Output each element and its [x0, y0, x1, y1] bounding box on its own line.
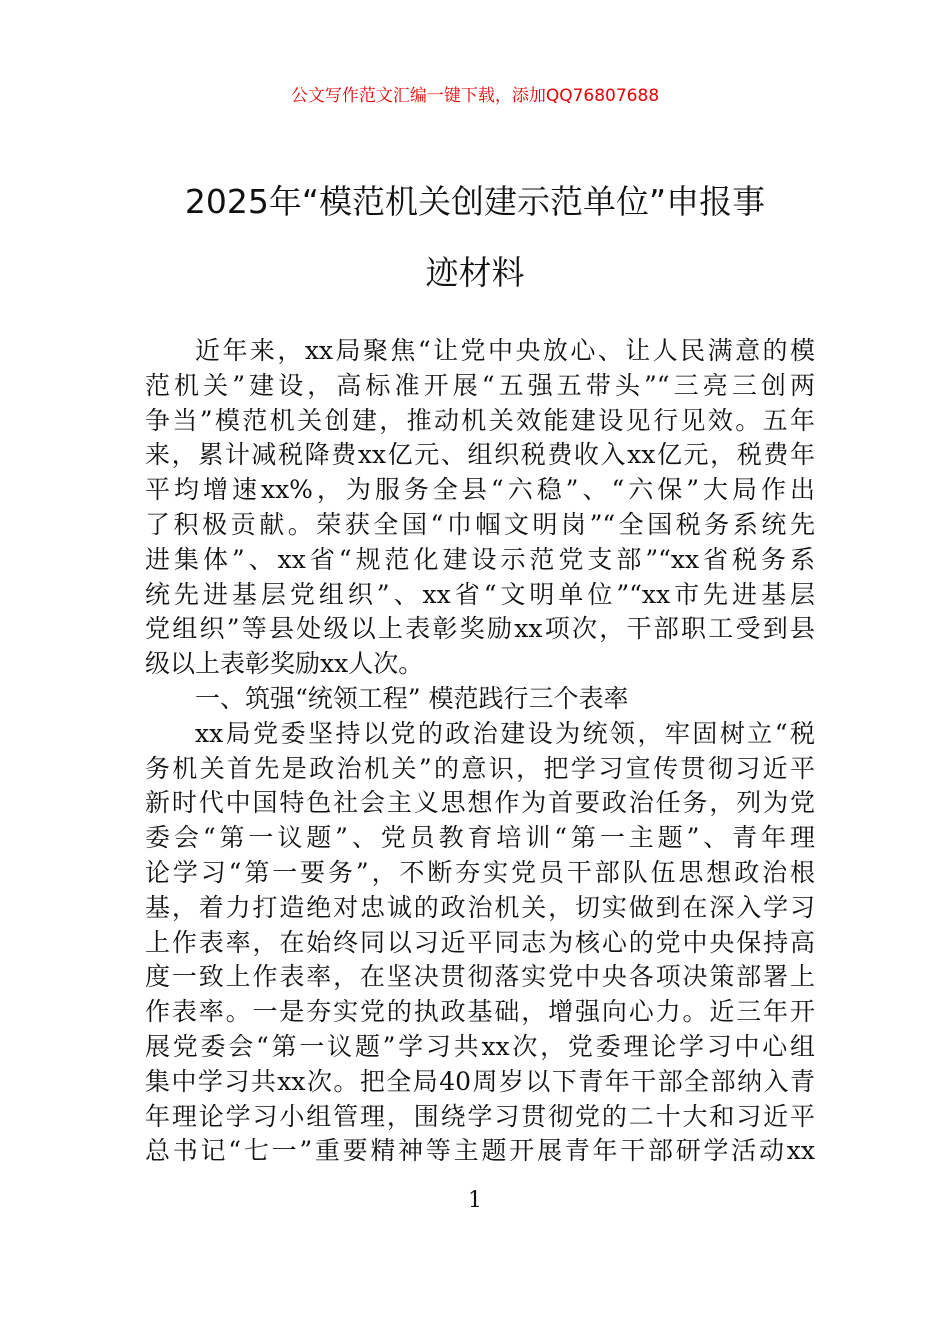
paragraph-line: 上作表率，在始终同以习近平同志为核心的党中央保持高	[145, 927, 815, 957]
paragraph-line: 了积极贡献。荣获全国“巾帼文明岗”“全国税务系统先	[145, 509, 815, 539]
paragraph-line: 级以上表彰奖励xx人次。	[145, 649, 424, 679]
paragraph-line: 度一致上作表率，在坚决贯彻落实党中央各项决策部署上	[145, 962, 815, 992]
paragraph-line: 新时代中国特色社会主义思想作为首要政治任务，列为党	[145, 788, 815, 818]
paragraph-line: 来，累计减税降费xx亿元、组织税费收入xx亿元，税费年	[145, 440, 815, 470]
paragraph-line: 平均增速xx%，为服务全县“六稳”、“六保”大局作出	[145, 475, 815, 505]
body-text	[145, 334, 815, 1169]
page-number: 1	[468, 1188, 482, 1213]
paragraph-line: 近年来，xx局聚焦“让党中央放心、让人民满意的模	[195, 336, 815, 365]
paragraph-line: 年理论学习小组管理，围绕学习贯彻党的二十大和习近平	[145, 1101, 815, 1131]
paragraph-line: 展党委会“第一议题”学习共xx次，党委理论学习中心组	[145, 1031, 815, 1061]
paragraph-line: 争当”模范机关创建，推动机关效能建设见行见效。五年	[145, 405, 815, 435]
promo-banner[interactable]: 公文写作范文汇编一键下载，添加QQ76807688	[290, 86, 660, 106]
paragraph-line: 进集体”、xx省“规范化建设示范党支部”“xx省税务系	[145, 544, 815, 574]
paragraph-line: 论学习“第一要务”，不断夯实党员干部队伍思想政治根	[145, 857, 815, 887]
paragraph-line: xx局党委坚持以党的政治建设为统领，牢固树立“税	[195, 718, 815, 748]
paragraph-line: 范机关”建设，高标准开展“五强五带头”“三亮三创两	[145, 370, 815, 400]
paragraph-line: 基，着力打造绝对忠诚的政治机关，切实做到在深入学习	[145, 892, 815, 922]
paragraph-line: 集中学习共xx次。把全局40周岁以下青年干部全部纳入青	[145, 1066, 815, 1096]
document-title	[140, 166, 810, 308]
title-line-2: 迹材料	[425, 253, 525, 292]
paragraph-line: 务机关首先是政治机关”的意识，把学习宣传贯彻习近平	[145, 753, 815, 783]
paragraph-line: 党组织”等县处级以上表彰奖励xx项次，干部职工受到县	[145, 614, 815, 644]
paragraph-line: 作表率。一是夯实党的执政基础，增强向心力。近三年开	[145, 997, 815, 1027]
paragraph-line: 统先进基层党组织”、xx省“文明单位”“xx市先进基层	[145, 579, 815, 609]
title-line-1: 2025年“模范机关创建示范单位”申报事	[184, 182, 766, 221]
paragraph-line: 委会“第一议题”、党员教育培训“第一主题”、青年理	[145, 823, 815, 853]
paragraph-line: 总书记“七一”重要精神等主题开展青年干部研学活动xx	[145, 1136, 815, 1166]
section-heading: 一、筑强“统领工程” 模范践行三个表率	[195, 683, 629, 713]
